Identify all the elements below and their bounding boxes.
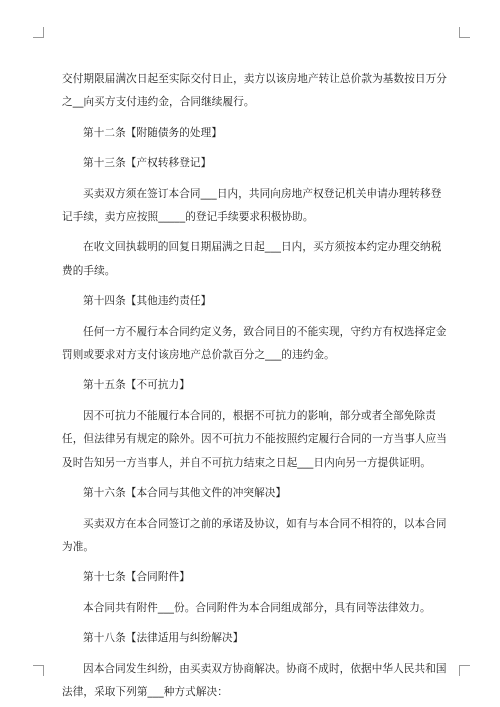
crop-mark-top-right bbox=[459, 27, 470, 38]
article-heading: 第十八条【法律适用与纠纷解决】 bbox=[83, 632, 244, 645]
paragraph: 交付期限届满次日起至实际交付日止，卖方以该房地产转让总价款为基数按日万分之__向买方支付违约金，合同继续履行。 bbox=[62, 73, 447, 109]
article-heading: 第十七条【合同附件】 bbox=[83, 571, 190, 584]
article-heading: 第十四条【其他违约责任】 bbox=[83, 295, 212, 308]
paragraph: 在收文回执载明的回复日期届满之日起___日内，买方须按本约定办理交纳税费的手续。 bbox=[62, 241, 442, 277]
paragraph: 买卖双方须在签订本合同___日内，共同向房地产权登记机关申请办理转移登记手续，卖方应按照_____的登记手续要求积极协助。 bbox=[62, 187, 442, 224]
document-body bbox=[62, 68, 448, 704]
crop-mark-bottom-left bbox=[33, 665, 44, 676]
article-heading: 第十五条【不可抗力】 bbox=[83, 379, 190, 392]
paragraph: 因本合同发生纠纷，由买卖双方协商解决。协商不成时，依据中华人民共和国法律，采取下列第___种方式解决： bbox=[62, 662, 447, 698]
article-heading: 第十二条【附随债务的处理】 bbox=[83, 126, 223, 139]
article-heading: 第十六条【本合同与其他文件的冲突解决】 bbox=[83, 487, 287, 500]
paragraph: 因不可抗力不能履行本合同的，根据不可抗力的影响，部分或者全部免除责任，但法律另有规定的除外。因不可抗力不能按照约定履行合同的一方当事人应当及时告知另一方当事人，并自不可抗力结束之日起___日内向另一方提供证明。 bbox=[62, 409, 447, 469]
article-heading: 第十三条【产权转移登记】 bbox=[83, 157, 212, 170]
paragraph: 本合同共有附件___份。合同附件为本合同组成部分，具有同等法律效力。 bbox=[83, 601, 431, 614]
crop-mark-top-left bbox=[33, 27, 44, 38]
crop-mark-bottom-right bbox=[459, 665, 470, 676]
paragraph: 买卖双方在本合同签订之前的承诺及协议，如有与本合同不相符的，以本合同为准。 bbox=[62, 517, 447, 553]
paragraph: 任何一方不履行本合同约定义务，致合同目的不能实现，守约方有权选择定金罚则或要求对方支付该房地产总价款百分之___的违约金。 bbox=[62, 325, 447, 362]
